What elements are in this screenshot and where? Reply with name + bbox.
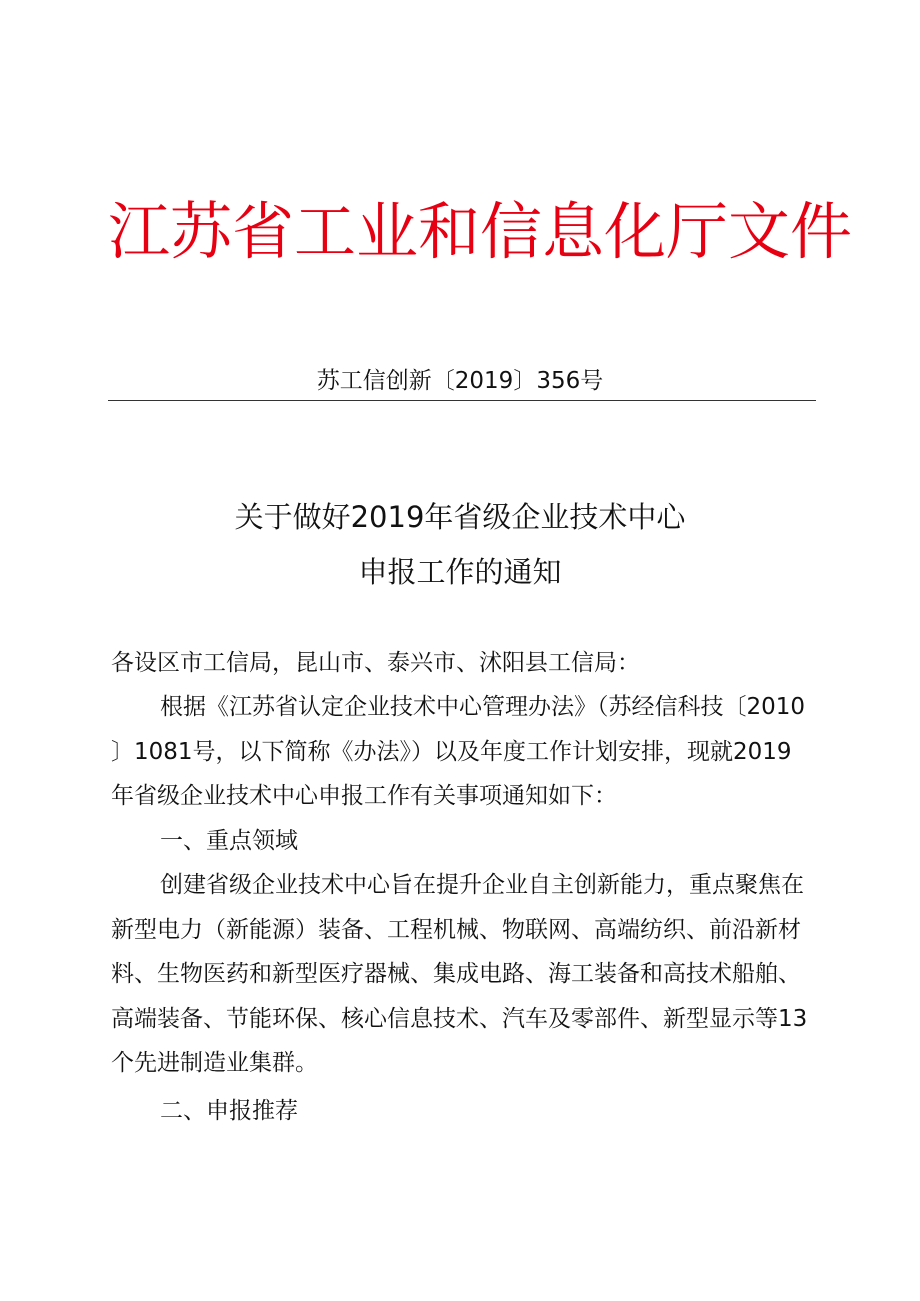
body-text-line: 高端装备、节能环保、核心信息技术、汽车及零部件、新型显示等13 <box>111 1006 808 1032</box>
body-text-line: 新型电力（新能源）装备、工程机械、物联网、高端纺织、前沿新材 <box>111 917 801 943</box>
body-text-line: 根据《江苏省认定企业技术中心管理办法》（苏经信科技〔2010 <box>160 694 806 720</box>
header-divider <box>108 400 816 401</box>
body-text-line: 〕1081号，以下简称《办法》）以及年度工作计划安排，现就2019 <box>111 739 792 765</box>
body-text-line: 年省级企业技术中心申报工作有关事项通知如下： <box>111 783 617 809</box>
document-number: 苏工信创新〔2019〕356号 <box>316 368 604 394</box>
body-text-line: 个先进制造业集群。 <box>111 1050 318 1076</box>
section-heading-1: 一、重点领域 <box>160 828 298 854</box>
document-header-title: 江苏省工业和信息化厅文件 <box>108 195 853 268</box>
section-heading-2: 二、申报推荐 <box>160 1098 298 1124</box>
notice-title-line-2: 申报工作的通知 <box>358 555 562 589</box>
salutation-line: 各设区市工信局，昆山市、泰兴市、沭阳县工信局： <box>111 650 640 676</box>
body-text-line: 料、生物医药和新型医疗器械、集成电路、海工装备和高技术船舶、 <box>111 961 801 987</box>
notice-title-line-1: 关于做好2019年省级企业技术中心 <box>234 500 686 534</box>
body-text-line: 创建省级企业技术中心旨在提升企业自主创新能力，重点聚焦在 <box>160 872 804 898</box>
